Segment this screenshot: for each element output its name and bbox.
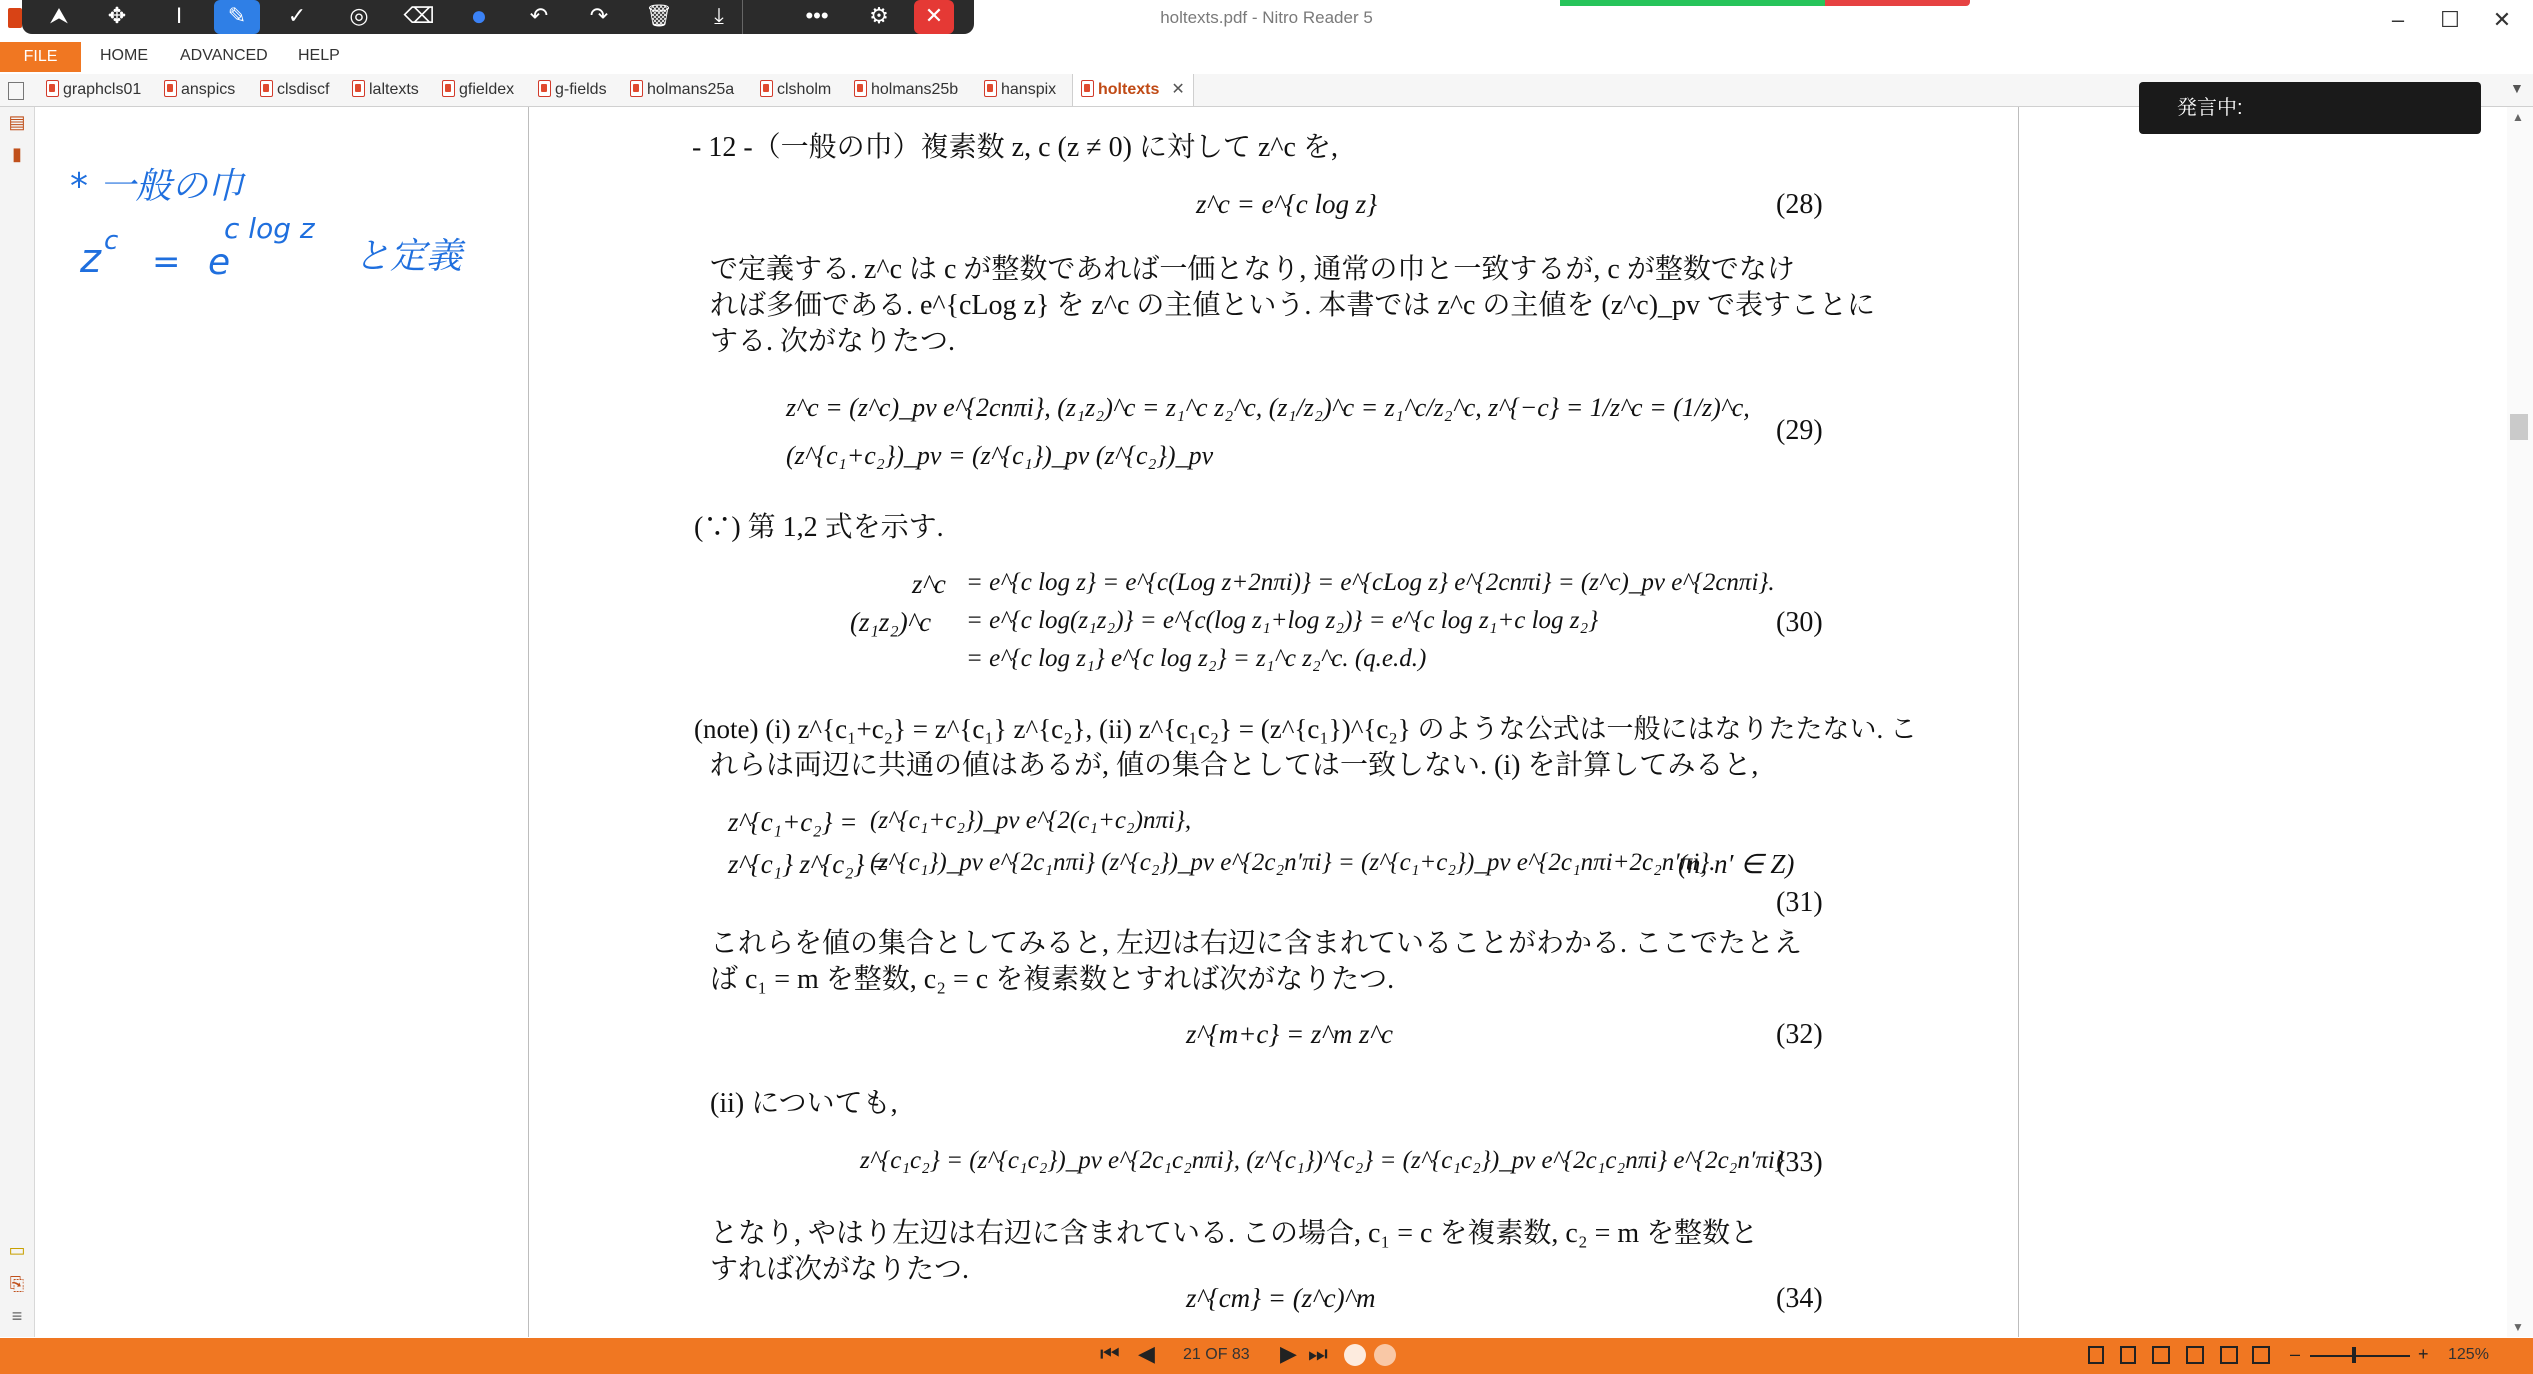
tab-hanspix[interactable]: hanspix	[984, 74, 1056, 106]
pdf-icon	[760, 80, 773, 97]
zoom-in-icon[interactable]: +	[2418, 1344, 2429, 1364]
note-line-b: れらは両辺に共通の値はあるが, 値の集合としては一致しない. (i) を計算してみると,	[710, 750, 1759, 781]
equation-31-rhs2: (z^{c₁})_pv e^{2c₁nπi} (z^{c₂})_pv e^{2c₂n′πi} = (z^{c₁+c₂})_pv e^{2c₁nπi+2c₂n′πi}.	[870, 849, 1716, 876]
equation-30-rhs3: = e^{c log z₁} e^{c log z₂} = z₁^c z₂^c. (q.e.d.)	[966, 645, 1427, 672]
check-icon[interactable]: ✓	[287, 3, 307, 28]
last-page-icon[interactable]: ⏭	[1308, 1341, 1328, 1366]
zoom-level[interactable]: 125%	[2448, 1346, 2489, 1363]
progress-green	[1560, 0, 1825, 6]
handwritten-e: e	[208, 242, 231, 283]
download-icon[interactable]: ⤓	[714, 3, 724, 28]
pdf-icon	[164, 80, 177, 97]
tab-gfieldex[interactable]: gfieldex	[442, 74, 514, 106]
note-line-a: (note) (i) z^{c₁+c₂} = z^{c₁} z^{c₂}, (ii) z^{c₁c₂} = (z^{c₁})^{c₂} のような公式は一般にはなりたたない. こ	[694, 714, 1917, 744]
layers-icon[interactable]: ≡	[11, 1306, 23, 1326]
tab-clsdiscf[interactable]: clsdiscf	[260, 74, 329, 106]
tab-laltexts[interactable]: laltexts	[352, 74, 419, 106]
eraser-icon[interactable]: ⌫	[403, 3, 435, 28]
paragraph-1c: する. 次がなりたつ.	[710, 326, 956, 357]
advanced-menu[interactable]: ADVANCED	[180, 47, 268, 64]
trash-icon[interactable]: 🗑	[645, 3, 673, 28]
handwritten-define: と定義	[354, 236, 463, 277]
continuous-view-icon[interactable]	[2120, 1346, 2136, 1364]
select-icon[interactable]: ⮝	[49, 3, 69, 28]
equation-31-lhs2: z^{c₁} z^{c₂} =	[728, 849, 890, 879]
equation-30-lhs1: z^c	[912, 569, 946, 599]
tab-overflow-icon[interactable]: ▼	[2510, 80, 2524, 96]
pdf-icon	[260, 80, 273, 97]
redo-icon[interactable]: ↷	[589, 3, 609, 28]
paragraph-1a: で定義する. z^c は c が整数であれば一価となり, 通常の巾と一致するが, c が整数でなけ	[710, 254, 1795, 285]
maximize-button[interactable]: ☐	[2440, 7, 2460, 32]
equation-number-31: (31)	[1776, 887, 1823, 918]
side-page	[36, 107, 529, 1337]
text-cursor-icon[interactable]: I	[175, 3, 183, 28]
paragraph-4b: ば c₁ = m を整数, c₂ = c を複素数とすれば次がなりたつ.	[710, 964, 1395, 995]
equation-31-condition: (n, n′ ∈ Z)	[1678, 849, 1795, 879]
equation-33: z^{c₁c₂} = (z^{c₁c₂})_pv e^{2c₁c₂nπi}, (z^{c₁})^{c₂} = (z^{c₁c₂})_pv e^{2c₁c₂nπi} e^{2c₂n′πi}	[860, 1147, 1785, 1174]
equation-number-28: (28)	[1776, 189, 1823, 220]
equation-number-29: (29)	[1776, 415, 1823, 446]
equation-30-rhs1: = e^{c log z} = e^{c(Log z+2nπi)} = e^{cLog z} e^{2cnπi} = (z^c)_pv e^{2cnπi}.	[966, 569, 1775, 596]
tab-holmans25a[interactable]: holmans25a	[630, 74, 734, 106]
vertical-scrollbar[interactable]	[2507, 107, 2533, 1337]
forward-view-icon[interactable]	[1374, 1344, 1396, 1366]
app-logo-icon	[8, 8, 22, 28]
home-menu[interactable]: HOME	[100, 47, 148, 64]
single-page-view-icon[interactable]	[2088, 1346, 2104, 1364]
equation-32: z^{m+c} = z^m z^c	[1186, 1019, 1393, 1049]
tab-g-fields[interactable]: g-fields	[538, 74, 607, 106]
window-title: holtexts.pdf - Nitro Reader 5	[1160, 8, 1373, 27]
handwritten-equals: =	[152, 242, 181, 282]
pdf-icon	[984, 80, 997, 97]
minimize-button[interactable]: –	[2391, 7, 2405, 32]
handwritten-z: z	[80, 236, 101, 282]
equation-29-line2: (z^{c₁+c₂})_pv = (z^{c₁})_pv (z^{c₂})_pv	[786, 441, 1214, 470]
equation-number-30: (30)	[1776, 607, 1823, 638]
right-gutter	[2018, 107, 2524, 1337]
paragraph-6a: となり, やはり左辺は右辺に含まれている. この場合, c₁ = c を複素数, c₂ = m を整数と	[710, 1218, 1759, 1249]
close-tab-icon[interactable]: ✕	[1171, 81, 1185, 98]
first-page-icon[interactable]: ⏮	[1100, 1341, 1120, 1366]
paragraph-6b: すれば次がなりたつ.	[710, 1254, 970, 1285]
two-page-continuous-icon[interactable]	[2186, 1346, 2204, 1364]
pdf-icon	[538, 80, 551, 97]
comments-icon[interactable]: ▭	[8, 1240, 26, 1260]
left-side-panel	[0, 107, 35, 1337]
previous-page-icon[interactable]: ◀	[1138, 1341, 1155, 1366]
equation-29-line1: z^c = (z^c)_pv e^{2cnπi}, (z₁z₂)^c = z₁^c z₂^c, (z₁/z₂)^c = z₁^c/z₂^c, z^{−c} = 1/z^c = (1/z)^c,	[786, 393, 1750, 422]
speaking-banner: 発言中:	[2139, 82, 2481, 134]
tab-holmans25b[interactable]: holmans25b	[854, 74, 958, 106]
equation-28: z^c = e^{c log z}	[1196, 189, 1378, 219]
equation-31-lhs1: z^{c₁+c₂} =	[728, 807, 858, 837]
handwritten-exponent: c log z	[224, 212, 315, 245]
thumbnails-icon[interactable]: ▤	[8, 112, 26, 132]
undo-icon[interactable]: ↶	[529, 3, 549, 28]
progress-red	[1825, 0, 1970, 6]
more-icon[interactable]: •••	[805, 3, 829, 28]
scroll-down-icon[interactable]: ▼	[2512, 1320, 2524, 1334]
tab-anspics[interactable]: anspics	[164, 74, 235, 106]
equation-number-33: (33)	[1776, 1147, 1823, 1178]
pdf-page	[530, 107, 2016, 1337]
move-icon[interactable]: ✥	[107, 3, 127, 28]
attachments-icon[interactable]: ⎘	[9, 1274, 25, 1294]
back-view-icon[interactable]	[1344, 1344, 1366, 1366]
toolbar-separator	[742, 0, 743, 34]
zoom-out-icon[interactable]: –	[2290, 1344, 2301, 1364]
pdf-icon	[352, 80, 365, 97]
page-indicator[interactable]: 21 OF 83	[1183, 1346, 1250, 1363]
fit-page-icon[interactable]	[2252, 1346, 2270, 1364]
equation-number-34: (34)	[1776, 1283, 1823, 1314]
equation-30-lhs2: (z₁z₂)^c	[850, 607, 932, 637]
close-window-button[interactable]: ✕	[2492, 7, 2512, 32]
pen-icon[interactable]: ✎	[214, 0, 260, 34]
equation-30-rhs2: = e^{c log(z₁z₂)} = e^{c(log z₁+log z₂)} = e^{c log z₁+c log z₂}	[966, 607, 1599, 634]
next-page-icon[interactable]: ▶	[1280, 1341, 1297, 1366]
pdf-icon	[854, 80, 867, 97]
pdf-icon	[1081, 80, 1094, 97]
tab-holtexts[interactable]: holtexts ✕	[1072, 74, 1194, 106]
pdf-icon	[630, 80, 643, 97]
scroll-up-icon[interactable]: ▲	[2512, 110, 2524, 124]
file-menu[interactable]: FILE	[0, 42, 81, 72]
paragraph-5: (ii) についても,	[710, 1088, 898, 1119]
tab-list-icon[interactable]	[8, 82, 24, 100]
equation-34: z^{cm} = (z^c)^m	[1186, 1283, 1376, 1313]
zoom-slider-handle[interactable]	[2352, 1347, 2356, 1363]
help-menu[interactable]: HELP	[298, 47, 340, 64]
handwritten-note-line1: * 一般の巾	[70, 166, 244, 207]
lasso-icon[interactable]: ◎	[349, 3, 369, 28]
proof-intro: (∵) 第 1,2 式を示す.	[694, 512, 944, 543]
handwritten-c: c	[104, 226, 119, 256]
equation-31-rhs1: (z^{c₁+c₂})_pv e^{2(c₁+c₂)nπi},	[870, 807, 1192, 834]
paragraph-1b: れば多価である. e^{cLog z} を z^c の主値という. 本書では z^c の主値を (z^c)_pv で表すことに	[710, 290, 1876, 321]
ribbon	[0, 40, 2533, 70]
pdf-icon	[46, 80, 59, 97]
pdf-icon	[442, 80, 455, 97]
tab-clsholm[interactable]: clsholm	[760, 74, 831, 106]
settings-icon[interactable]: ⚙	[869, 3, 889, 28]
zoom-slider-track[interactable]	[2310, 1355, 2410, 1357]
equation-number-32: (32)	[1776, 1019, 1823, 1050]
paragraph-4a: これらを値の集合としてみると, 左辺は右辺に含まれていることがわかる. ここでたとえ	[710, 928, 1803, 959]
two-page-view-icon[interactable]	[2152, 1346, 2170, 1364]
fit-width-icon[interactable]	[2220, 1346, 2238, 1364]
scrollbar-thumb[interactable]	[2510, 414, 2528, 440]
color-dot-icon[interactable]: ●	[470, 0, 488, 31]
close-toolbar-icon[interactable]: ✕	[914, 0, 954, 34]
intro-line: - 12 -（一般の巾）複素数 z, c (z ≠ 0) に対して z^c を,	[692, 132, 1338, 163]
bookmarks-icon[interactable]: ▮	[12, 144, 22, 164]
tab-graphcls01[interactable]: graphcls01	[46, 74, 141, 106]
